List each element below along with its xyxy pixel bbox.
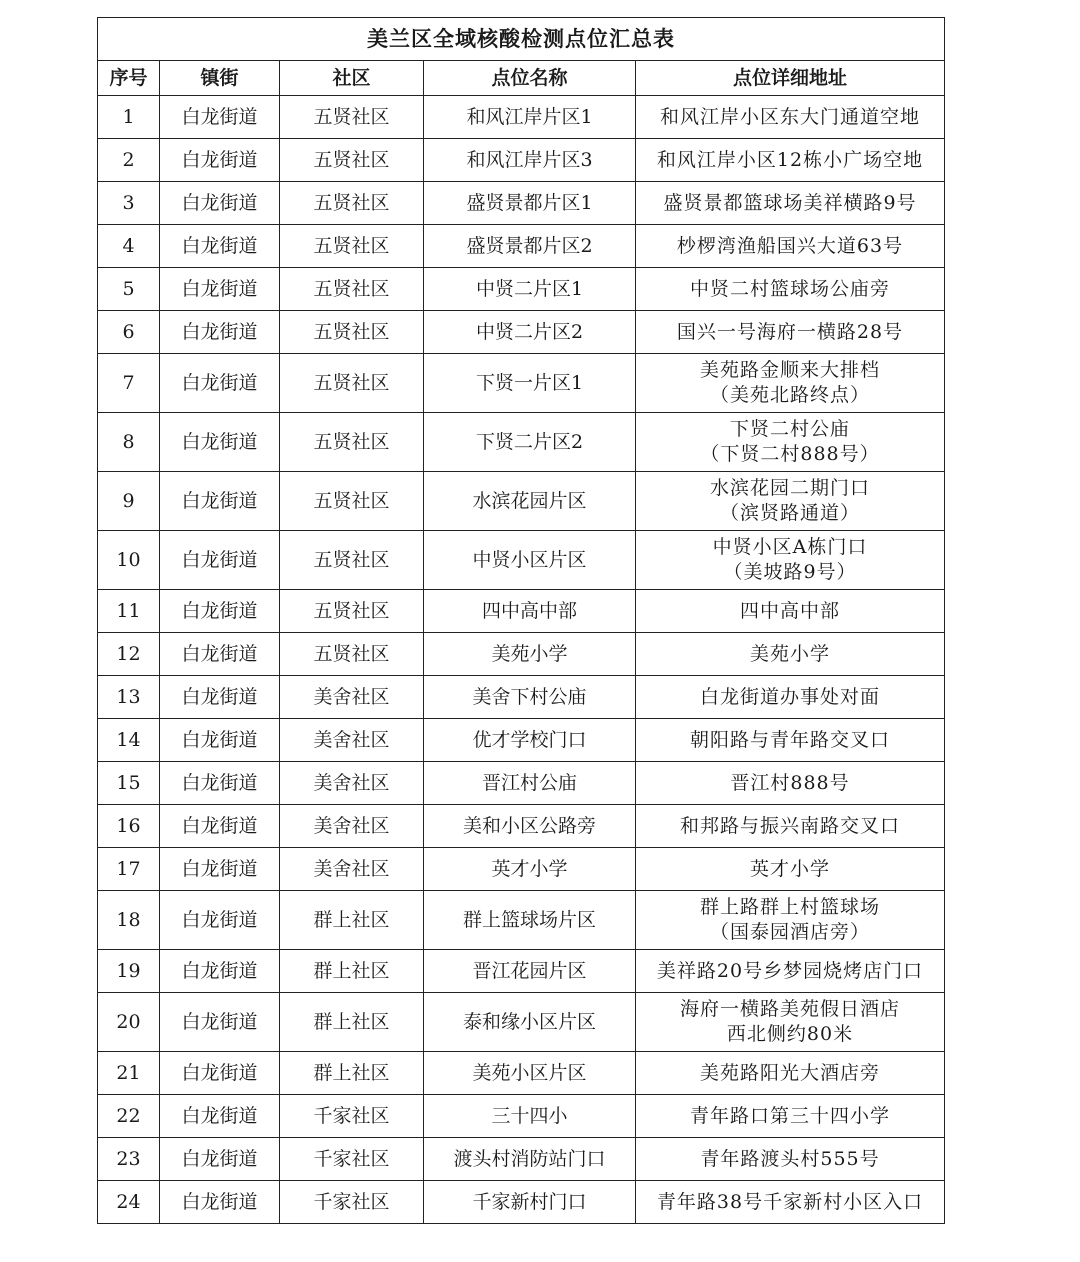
cell-address <box>636 719 945 762</box>
table-row <box>98 633 945 676</box>
cell-community: 五贤社区 <box>280 633 424 676</box>
cell-index: 12 <box>98 633 160 676</box>
cell-address <box>636 848 945 891</box>
cell-address <box>636 354 945 413</box>
cell-street: 白龙街道 <box>160 590 280 633</box>
cell-community: 美舍社区 <box>280 848 424 891</box>
cell-community: 五贤社区 <box>280 531 424 590</box>
address-line: （滨贤路通道） <box>720 502 861 524</box>
cell-address <box>636 590 945 633</box>
address-line: 美苑小学 <box>750 642 831 665</box>
cell-community: 千家社区 <box>280 1095 424 1138</box>
cell-street: 白龙街道 <box>160 354 280 413</box>
table-row <box>98 96 945 139</box>
table-row <box>98 590 945 633</box>
cell-site: 美和小区公路旁 <box>424 805 636 848</box>
cell-address <box>636 139 945 182</box>
cell-address <box>636 472 945 531</box>
header-address: 点位详细地址 <box>636 61 945 96</box>
cell-site: 泰和缘小区片区 <box>424 993 636 1052</box>
address-line: （美苑北路终点） <box>710 384 871 406</box>
cell-index: 21 <box>98 1052 160 1095</box>
cell-index: 20 <box>98 993 160 1052</box>
address-line: 白龙街道办事处对面 <box>700 685 881 708</box>
address-line: （国泰园酒店旁） <box>710 921 871 943</box>
cell-community: 五贤社区 <box>280 182 424 225</box>
cell-index: 11 <box>98 590 160 633</box>
cell-site: 晋江村公庙 <box>424 762 636 805</box>
address-line: 晋江村888号 <box>730 771 850 794</box>
cell-site: 三十四小 <box>424 1095 636 1138</box>
cell-community: 群上社区 <box>280 950 424 993</box>
address-line: 中贤二村篮球场公庙旁 <box>690 277 891 300</box>
address-line: 海府一横路美苑假日酒店 <box>680 998 901 1020</box>
cell-index: 18 <box>98 891 160 950</box>
address-line: 群上路群上村篮球场 <box>700 896 881 918</box>
cell-community: 五贤社区 <box>280 96 424 139</box>
cell-site: 千家新村门口 <box>424 1181 636 1224</box>
address-line: 青年路38号千家新村小区入口 <box>656 1190 924 1213</box>
cell-site: 优才学校门口 <box>424 719 636 762</box>
address-line: 和风江岸小区东大门通道空地 <box>660 105 921 128</box>
cell-site: 盛贤景都片区2 <box>424 225 636 268</box>
cell-site: 下贤二片区2 <box>424 413 636 472</box>
cell-site: 渡头村消防站门口 <box>424 1138 636 1181</box>
cell-street: 白龙街道 <box>160 1052 280 1095</box>
cell-address <box>636 182 945 225</box>
address-line: 青年路口第三十四小学 <box>690 1104 891 1127</box>
cell-street: 白龙街道 <box>160 633 280 676</box>
cell-community: 美舍社区 <box>280 762 424 805</box>
cell-community: 五贤社区 <box>280 225 424 268</box>
cell-community: 五贤社区 <box>280 311 424 354</box>
table-row <box>98 1181 945 1224</box>
address-line: 朝阳路与青年路交叉口 <box>690 728 891 751</box>
cell-street: 白龙街道 <box>160 848 280 891</box>
cell-street: 白龙街道 <box>160 225 280 268</box>
cell-address <box>636 225 945 268</box>
table-row <box>98 1095 945 1138</box>
cell-address <box>636 96 945 139</box>
cell-street: 白龙街道 <box>160 950 280 993</box>
cell-address <box>636 1052 945 1095</box>
cell-address <box>636 676 945 719</box>
cell-community: 美舍社区 <box>280 805 424 848</box>
cell-street: 白龙街道 <box>160 676 280 719</box>
address-line: （下贤二村888号） <box>700 443 880 465</box>
cell-index: 8 <box>98 413 160 472</box>
cell-street: 白龙街道 <box>160 891 280 950</box>
table-row <box>98 1138 945 1181</box>
table-row <box>98 1052 945 1095</box>
address-line: 西北侧约80米 <box>726 1023 854 1045</box>
cell-street: 白龙街道 <box>160 96 280 139</box>
cell-address <box>636 633 945 676</box>
table-row <box>98 950 945 993</box>
cell-street: 白龙街道 <box>160 311 280 354</box>
address-line: 美祥路20号乡梦园烧烤店门口 <box>656 959 924 982</box>
cell-site: 和风江岸片区1 <box>424 96 636 139</box>
table-row <box>98 676 945 719</box>
cell-address <box>636 805 945 848</box>
address-line: 英才小学 <box>750 857 831 880</box>
cell-site: 盛贤景都片区1 <box>424 182 636 225</box>
cell-index: 2 <box>98 139 160 182</box>
address-line: 盛贤景都篮球场美祥横路9号 <box>663 191 917 214</box>
cell-street: 白龙街道 <box>160 762 280 805</box>
table-row <box>98 848 945 891</box>
cell-community: 五贤社区 <box>280 472 424 531</box>
cell-index: 14 <box>98 719 160 762</box>
table-row <box>98 762 945 805</box>
cell-address <box>636 950 945 993</box>
address-line: 中贤小区A栋门口 <box>712 536 868 558</box>
address-line: 美苑路阳光大酒店旁 <box>700 1061 881 1084</box>
cell-index: 10 <box>98 531 160 590</box>
cell-site: 英才小学 <box>424 848 636 891</box>
cell-site: 美苑小学 <box>424 633 636 676</box>
cell-index: 9 <box>98 472 160 531</box>
cell-street: 白龙街道 <box>160 719 280 762</box>
cell-community: 五贤社区 <box>280 354 424 413</box>
cell-site: 四中高中部 <box>424 590 636 633</box>
cell-site: 下贤一片区1 <box>424 354 636 413</box>
address-line: 美苑路金顺来大排档 <box>700 359 881 381</box>
cell-site: 美苑小区片区 <box>424 1052 636 1095</box>
cell-community: 群上社区 <box>280 1052 424 1095</box>
header-site: 点位名称 <box>424 61 636 96</box>
address-line: （美坡路9号） <box>723 561 857 583</box>
cell-index: 13 <box>98 676 160 719</box>
cell-index: 23 <box>98 1138 160 1181</box>
cell-street: 白龙街道 <box>160 139 280 182</box>
cell-community: 千家社区 <box>280 1138 424 1181</box>
cell-site: 美舍下村公庙 <box>424 676 636 719</box>
cell-street: 白龙街道 <box>160 993 280 1052</box>
table-row <box>98 531 945 590</box>
table-row <box>98 268 945 311</box>
cell-community: 五贤社区 <box>280 268 424 311</box>
header-index: 序号 <box>98 61 160 96</box>
cell-street: 白龙街道 <box>160 1181 280 1224</box>
table-body <box>98 96 945 1224</box>
table-row <box>98 311 945 354</box>
table-row <box>98 805 945 848</box>
cell-index: 1 <box>98 96 160 139</box>
cell-site: 中贤二片区2 <box>424 311 636 354</box>
cell-site: 中贤二片区1 <box>424 268 636 311</box>
table-row <box>98 413 945 472</box>
table-row <box>98 225 945 268</box>
cell-index: 19 <box>98 950 160 993</box>
cell-street: 白龙街道 <box>160 472 280 531</box>
cell-address <box>636 413 945 472</box>
cell-street: 白龙街道 <box>160 805 280 848</box>
cell-community: 五贤社区 <box>280 590 424 633</box>
cell-community: 美舍社区 <box>280 719 424 762</box>
header-community: 社区 <box>280 61 424 96</box>
cell-index: 15 <box>98 762 160 805</box>
address-line: 杪椤湾渔船国兴大道63号 <box>676 234 904 257</box>
table-row <box>98 139 945 182</box>
table-row <box>98 719 945 762</box>
table-row <box>98 993 945 1052</box>
cell-community: 群上社区 <box>280 993 424 1052</box>
cell-community: 群上社区 <box>280 891 424 950</box>
cell-street: 白龙街道 <box>160 182 280 225</box>
cell-address <box>636 311 945 354</box>
address-line: 青年路渡头村555号 <box>700 1147 880 1170</box>
address-line: 下贤二村公庙 <box>730 418 851 440</box>
cell-community: 千家社区 <box>280 1181 424 1224</box>
cell-street: 白龙街道 <box>160 1138 280 1181</box>
cell-index: 3 <box>98 182 160 225</box>
cell-address <box>636 993 945 1052</box>
cell-street: 白龙街道 <box>160 268 280 311</box>
table-row <box>98 472 945 531</box>
address-line: 和邦路与振兴南路交叉口 <box>680 814 901 837</box>
cell-site: 晋江花园片区 <box>424 950 636 993</box>
table-row <box>98 182 945 225</box>
cell-index: 5 <box>98 268 160 311</box>
cell-address <box>636 891 945 950</box>
table-row <box>98 891 945 950</box>
cell-address <box>636 1138 945 1181</box>
cell-index: 17 <box>98 848 160 891</box>
address-line: 和风江岸小区12栋小广场空地 <box>656 148 924 171</box>
cell-community: 五贤社区 <box>280 139 424 182</box>
table-row <box>98 354 945 413</box>
cell-street: 白龙街道 <box>160 1095 280 1138</box>
cell-site: 和风江岸片区3 <box>424 139 636 182</box>
cell-address <box>636 531 945 590</box>
address-line: 国兴一号海府一横路28号 <box>676 320 904 343</box>
cell-street: 白龙街道 <box>160 413 280 472</box>
cell-address <box>636 1181 945 1224</box>
cell-address <box>636 1095 945 1138</box>
cell-index: 6 <box>98 311 160 354</box>
test-site-table <box>97 17 945 1224</box>
cell-index: 24 <box>98 1181 160 1224</box>
cell-index: 4 <box>98 225 160 268</box>
address-line: 四中高中部 <box>740 599 841 622</box>
cell-site: 中贤小区片区 <box>424 531 636 590</box>
cell-site: 群上篮球场片区 <box>424 891 636 950</box>
cell-index: 7 <box>98 354 160 413</box>
cell-address <box>636 762 945 805</box>
cell-community: 美舍社区 <box>280 676 424 719</box>
header-street: 镇街 <box>160 61 280 96</box>
address-line: 水滨花园二期门口 <box>710 477 871 499</box>
cell-community: 五贤社区 <box>280 413 424 472</box>
cell-site: 水滨花园片区 <box>424 472 636 531</box>
cell-index: 16 <box>98 805 160 848</box>
cell-address <box>636 268 945 311</box>
cell-index: 22 <box>98 1095 160 1138</box>
cell-street: 白龙街道 <box>160 531 280 590</box>
table-title: 美兰区全域核酸检测点位汇总表 <box>98 18 945 61</box>
